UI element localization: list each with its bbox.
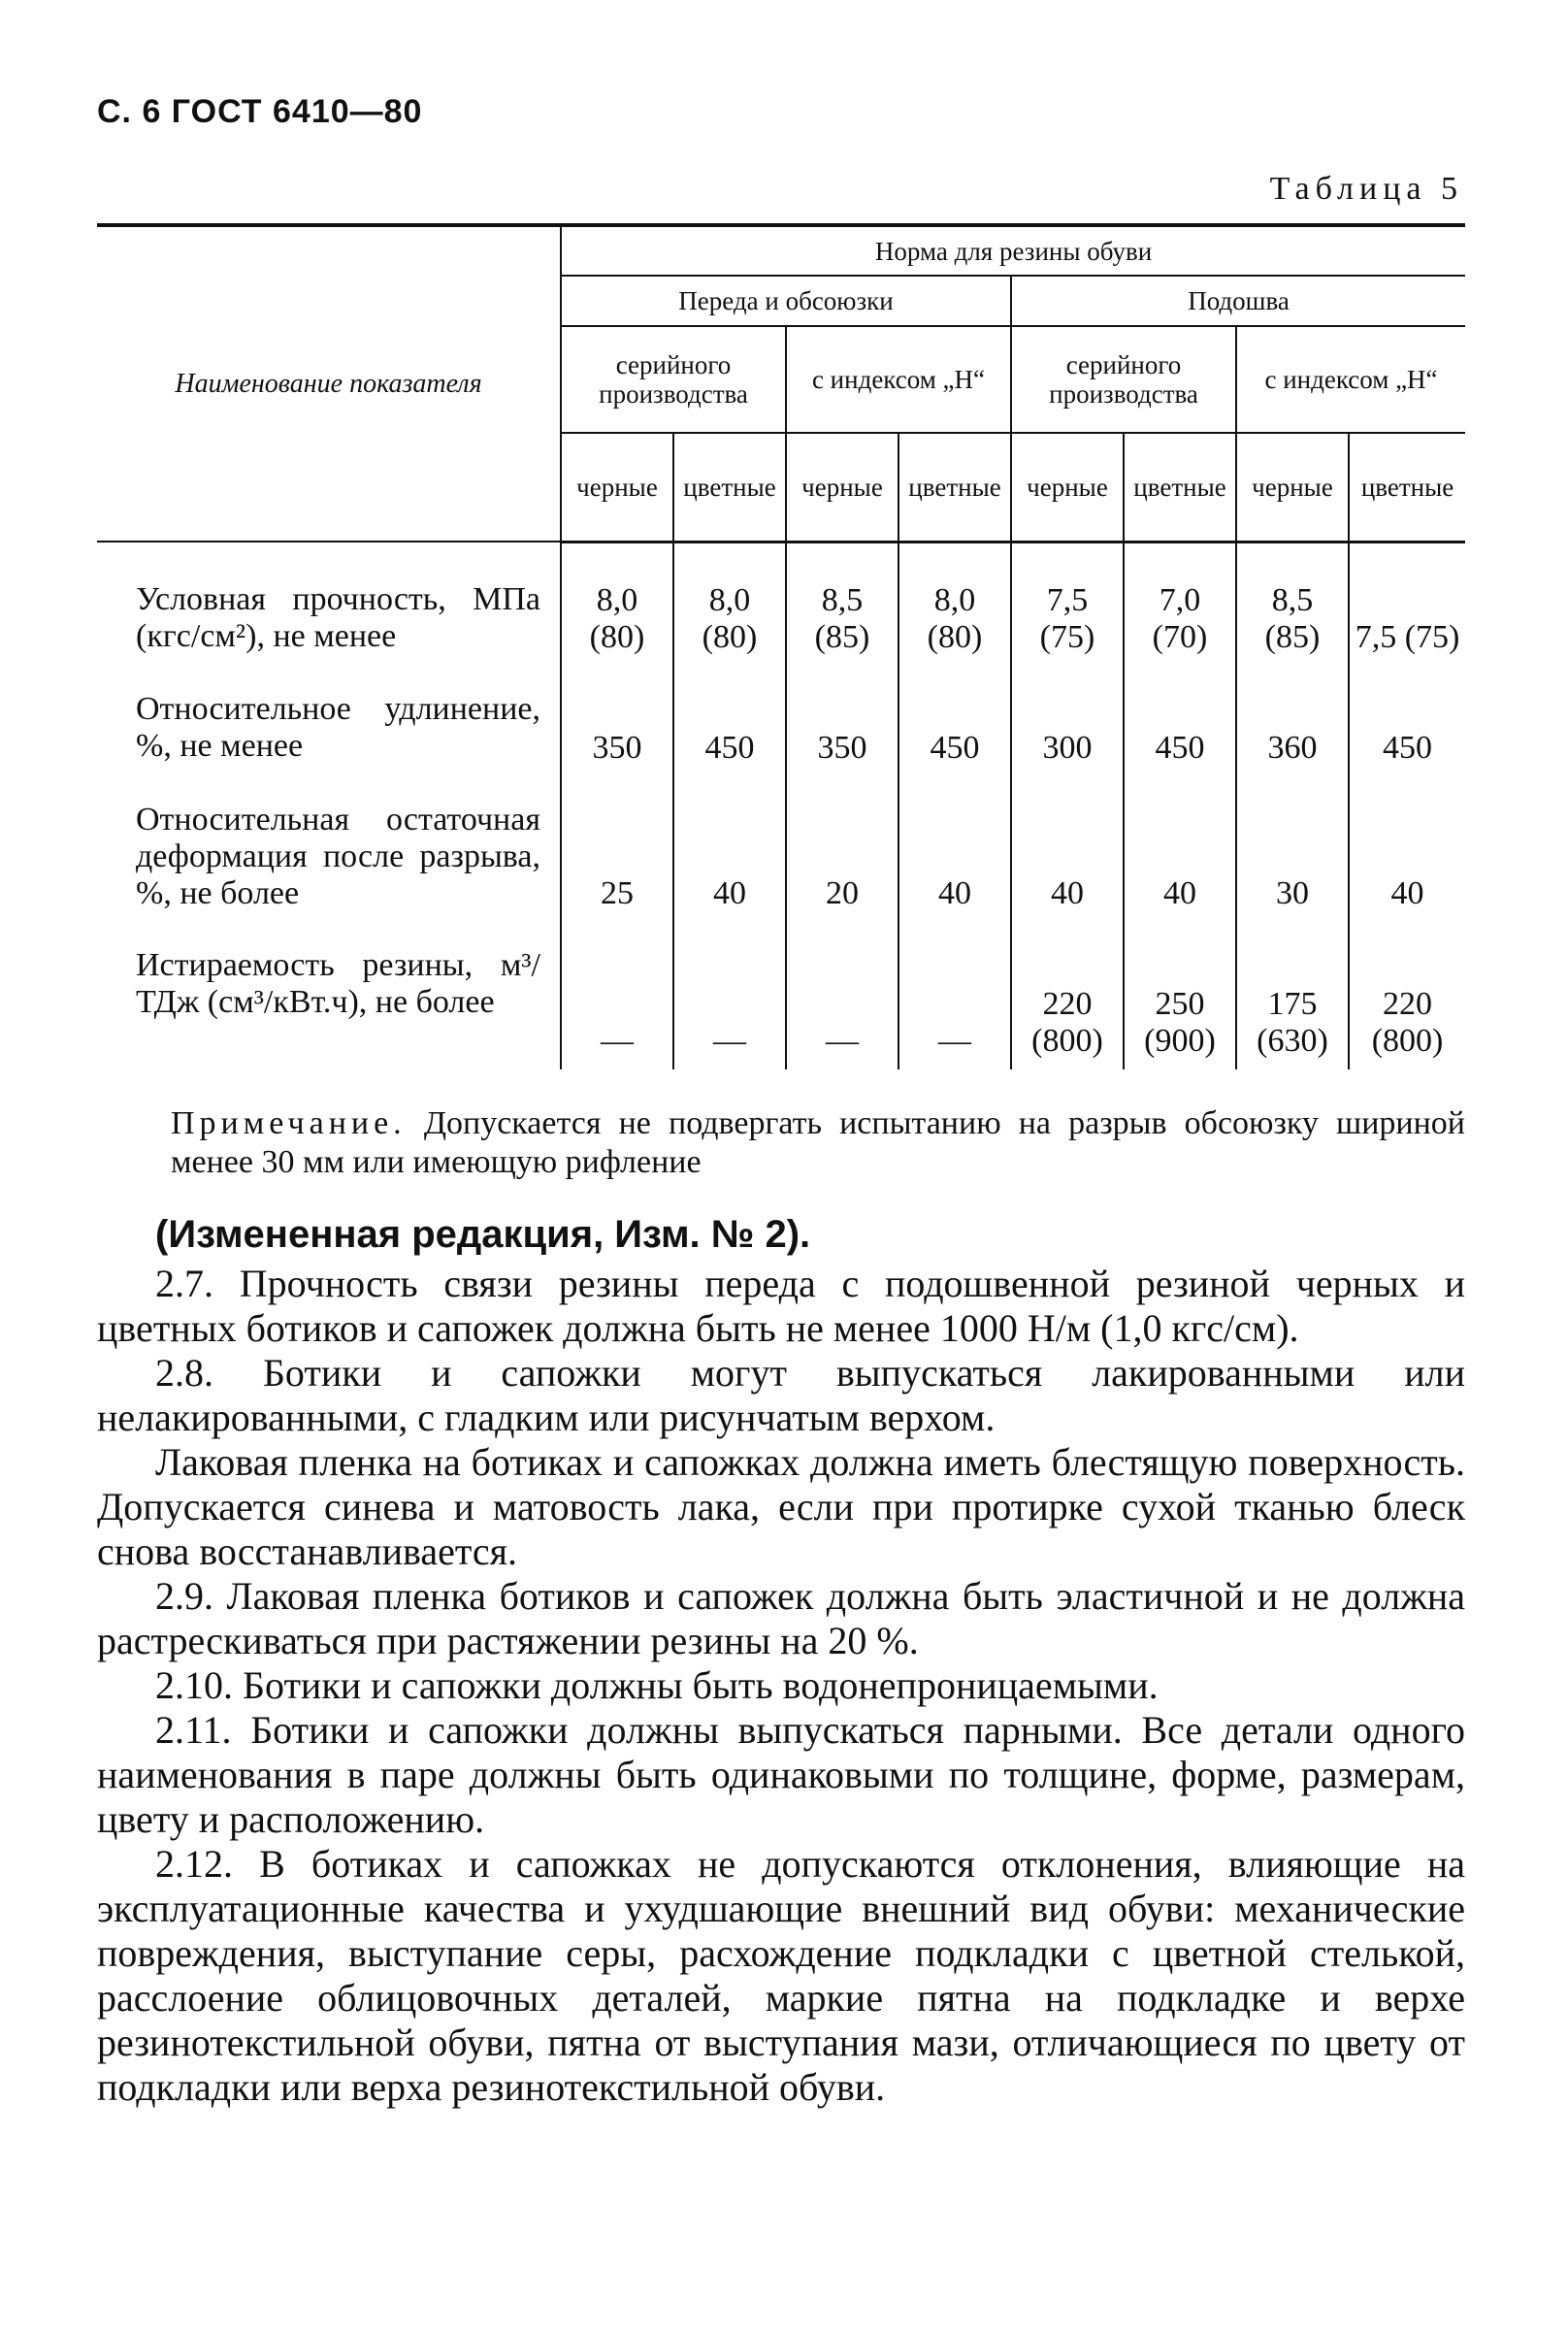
paragraph: 2.12. В ботиках и сапожках не допускаются отклонения, влияющие на эксплуатационные качества и ухудшающие внешний вид обуви: механические повреждения, выступание серы, расхождение подкладки с цветной стелькой, расслоение облицовочных деталей, маркие пятна на подкладке и верхе резинотекстильной обуви, пятна от выступания мази, отличающиеся по цвету от подкладки или верха резинотекстильной обуви. — [97, 1842, 1465, 2109]
table-label: Таблица 5 — [1269, 171, 1463, 207]
table-cell: 40 — [1349, 776, 1465, 922]
table-cell: 20 — [786, 776, 898, 922]
table-head — [97, 225, 1465, 542]
paragraph: 2.10. Ботики и сапожки должны быть водонепроницаемыми. — [155, 1663, 1159, 1707]
table-cell: 8,5 (85) — [786, 542, 898, 666]
color-header: черные — [1011, 433, 1124, 542]
table-cell: 40 — [1124, 776, 1236, 922]
color-header: цветные — [1124, 433, 1236, 542]
row-name: Истираемость резины, м³/ТДж (см³/кВт.ч), не более — [136, 946, 540, 1020]
table-cell: 220 (800) — [1011, 922, 1124, 1069]
body-text — [97, 1211, 1465, 2110]
table-cell: 30 — [1236, 776, 1349, 922]
color-header: цветные — [898, 433, 1011, 542]
note-label: Примечание. — [171, 1105, 407, 1141]
table-row — [97, 666, 1465, 776]
note-text: Допускается не подвергать испытанию на разрыв обсоюзку шириной менее 30 мм или имеющую рифление — [171, 1105, 1465, 1180]
table-cell: — — [898, 922, 1011, 1069]
paragraph: 2.8. Ботики и сапожки могут выпускаться лакированными или нелакированными, с гладким или рисунчатым верхом. — [97, 1351, 1465, 1439]
table-cell: 40 — [673, 776, 786, 922]
table-cell: 8,0 (80) — [898, 542, 1011, 666]
table-cell: 40 — [1011, 776, 1124, 922]
color-header: цветные — [1349, 433, 1465, 542]
color-header: черные — [786, 433, 898, 542]
row-name: Относительное удлинение, %, не менее — [136, 690, 540, 764]
table-cell: 300 — [1011, 666, 1124, 776]
table-cell: 8,0 (80) — [561, 542, 673, 666]
subgroup-header: серийного производства — [561, 326, 786, 433]
paragraph: 2.11. Ботики и сапожки должны выпускаться парными. Все детали одного наименования в паре должны быть одинаковыми по толщине, форме, размерам, цвету и расположению. — [97, 1708, 1465, 1841]
table-cell: 250 (900) — [1124, 922, 1236, 1069]
table-cell: 350 — [561, 666, 673, 776]
name-column-header: Наименование показателя — [97, 225, 561, 542]
norm-header: Норма для резины обуви — [561, 225, 1465, 276]
table-cell: 7,5 (75) — [1349, 542, 1465, 666]
paragraph: Лаковая пленка на ботиках и сапожках должна иметь блестящую поверхность. Допускается синева и матовость лака, если при протирке сухой тканью блеск снова восстанавливается. — [97, 1440, 1465, 1573]
subgroup-header: с индексом „Н“ — [786, 326, 1011, 433]
table-note — [171, 1104, 1465, 1182]
table-cell: 360 — [1236, 666, 1349, 776]
table-cell: 40 — [898, 776, 1011, 922]
table-cell: — — [673, 922, 786, 1069]
row-name: Относительная остаточная деформация после разрыва, %, не более — [136, 801, 540, 911]
table-body — [97, 542, 1465, 1069]
table-cell: 8,0 (80) — [673, 542, 786, 666]
table-cell: 7,0 (70) — [1124, 542, 1236, 666]
table-cell: 220 (800) — [1349, 922, 1465, 1069]
table-cell: 7,5 (75) — [1011, 542, 1124, 666]
table-cell: 8,5 (85) — [1236, 542, 1349, 666]
group-header-upper: Переда и обсоюзки — [561, 276, 1011, 326]
paragraph: 2.7. Прочность связи резины переда с подошвенной резиной черных и цветных ботиков и сапожек должна быть не менее 1000 Н/м (1,0 кгс/см). — [97, 1262, 1465, 1350]
table-cell: — — [561, 922, 673, 1069]
group-header-sole: Подошва — [1011, 276, 1465, 326]
table-cell: 450 — [898, 666, 1011, 776]
table-cell: 450 — [1349, 666, 1465, 776]
spec-table-container — [97, 223, 1465, 1069]
color-header: цветные — [673, 433, 786, 542]
table-cell: 350 — [786, 666, 898, 776]
table-cell: 450 — [1124, 666, 1236, 776]
table-cell: 175 (630) — [1236, 922, 1349, 1069]
subgroup-header: серийного производства — [1011, 326, 1236, 433]
table-cell: 450 — [673, 666, 786, 776]
color-header: черные — [561, 433, 673, 542]
table-row — [97, 922, 1465, 1069]
edition-note: (Измененная редакция, Изм. № 2). — [155, 1213, 811, 1256]
color-header: черные — [1236, 433, 1349, 542]
table-row — [97, 776, 1465, 922]
table-row — [97, 542, 1465, 666]
subgroup-header: с индексом „Н“ — [1236, 326, 1465, 433]
table-cell: — — [786, 922, 898, 1069]
row-name: Условная прочность, МПа (кгс/см²), не менее — [136, 581, 540, 654]
table-cell: 25 — [561, 776, 673, 922]
paragraph: 2.9. Лаковая пленка ботиков и сапожек должна быть эластичной и не должна растрескиваться при растяжении резины на 20 %. — [97, 1574, 1465, 1662]
spec-table — [97, 223, 1465, 1069]
page-header: С. 6 ГОСТ 6410—80 — [97, 93, 423, 130]
